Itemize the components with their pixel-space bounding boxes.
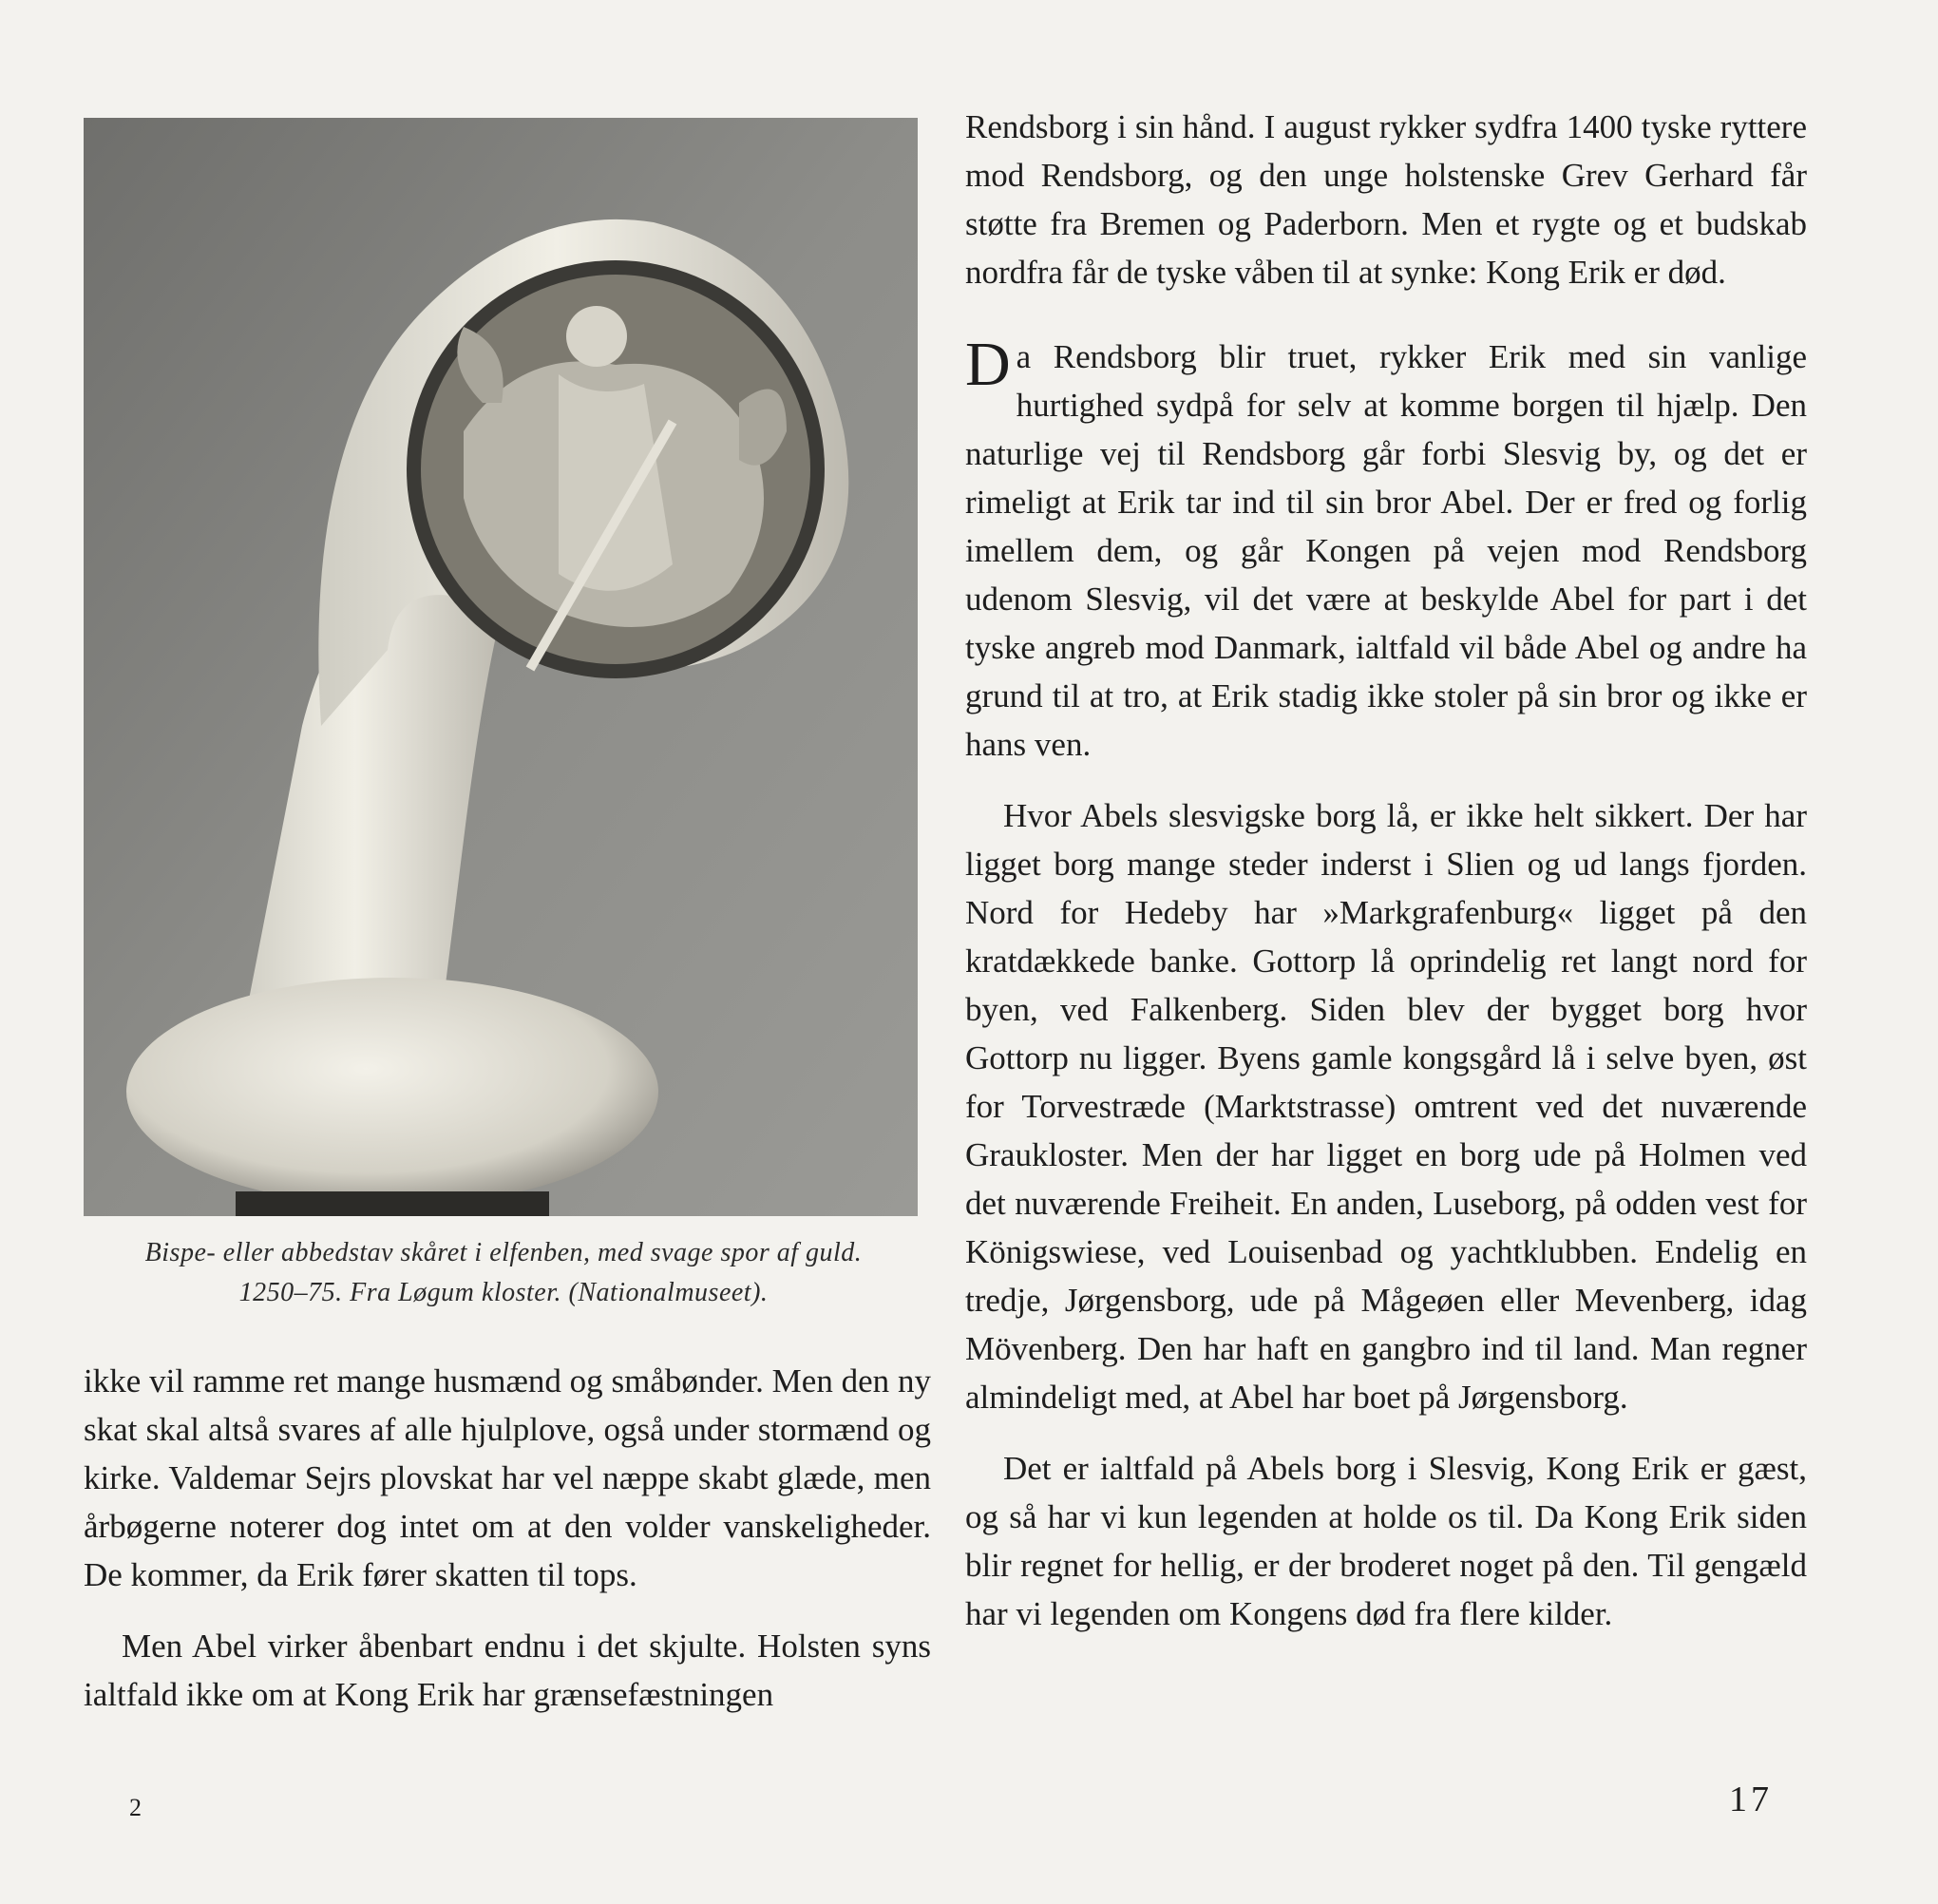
paragraph: Hvor Abels slesvigske borg lå, er ikke helt sikkert. Der har ligget borg mange steder inderst i Slien og ud langs fjorden. Nord for Hedeby har »Markgrafenburg« ligget på den kratdækkede banke. Gottorp lå oprindelig ret langt nord for byen, ved Falkenberg. Siden blev der bygget borg hvor Gottorp nu ligger. Byens gamle kongsgård lå i selve byen, øst for Torvestræde (Marktstrasse) omtrent ved det nuværende Graukloster. Men der har ligget en borg ude på Holmen ved det nuværende Freiheit. En anden, Luseborg, på odden vest for Königswiese, ved Louisenbad og yachtklubben. Endelig en tredje, Jørgensborg, ude på Mågeøen eller Mevenberg, idag Mövenberg. Den har haft en gangbro ind til land. Man regner almindeligt med, at Abel har boet på Jørgensborg. xyxy=(965,797,1807,1416)
paragraph: Det er ialtfald på Abels borg i Slesvig, Kong Erik er gæst, og så har vi kun legenden at holde os til. Da Kong Erik siden blir regnet for hellig, er der broderet noget på den. Til gengæld har vi legenden om Kongens død fra flere kilder. xyxy=(965,1450,1807,1632)
paragraph: Men Abel virker åbenbart endnu i det skjulte. Holsten syns ialtfald ikke om at Kong Erik har grænsefæstningen xyxy=(84,1628,931,1713)
signature-mark: 2 xyxy=(129,1794,142,1821)
section-opening-paragraph xyxy=(965,330,1807,769)
paragraph: Rendsborg i sin hånd. I august rykker sydfra 1400 tyske ryttere mod Rendsborg, og den unge holstenske Grev Gerhard får støtte fra Bremen og Paderborn. Men et rygte og et budskab nordfra får de tyske våben til at synke: Kong Erik er død. xyxy=(965,108,1807,291)
caption-line-1: Bispe- eller abbedstav skåret i elfenben, med svage spor af guld. xyxy=(144,1238,863,1267)
left-column-text xyxy=(84,1357,931,1719)
caption-line-2: 1250–75. Fra Løgum kloster. (Nationalmuseet). xyxy=(238,1278,769,1307)
page-number: 17 xyxy=(1729,1780,1773,1819)
figure-caption xyxy=(57,1233,950,1313)
right-column-text xyxy=(965,103,1807,1638)
crozier-photograph xyxy=(84,118,918,1216)
crozier-image-icon xyxy=(84,118,918,1216)
drop-cap-initial: D xyxy=(965,330,1011,399)
paragraph: ikke vil ramme ret mange husmænd og småbønder. Men den ny skat skal altså svares af alle hjulplove, også under stormænd og kirke. Valdemar Sejrs plovskat har vel næppe skabt glæde, men årbøgerne noterer dog intet om at den volder vanskeligheder. De kommer, da Erik fører skatten til tops. xyxy=(84,1362,931,1593)
paragraph-body: a Rendsborg blir truet, rykker Erik med sin vanlige hurtighed sydpå for selv at komme borgen til hjælp. Den naturlige vej til Rendsborg går forbi Slesvig by, og det er rimeligt at Erik tar ind til sin bror Abel. Der er fred og forlig imellem dem, og går Kongen på vejen mod Rendsborg udenom Slesvig, vil det være at beskylde Abel for part i det tyske angreb mod Danmark, ialtfald vil både Abel og andre ha grund til at tro, at Erik stadig ikke stoler på sin bror og ikke er hans ven. xyxy=(965,338,1807,763)
